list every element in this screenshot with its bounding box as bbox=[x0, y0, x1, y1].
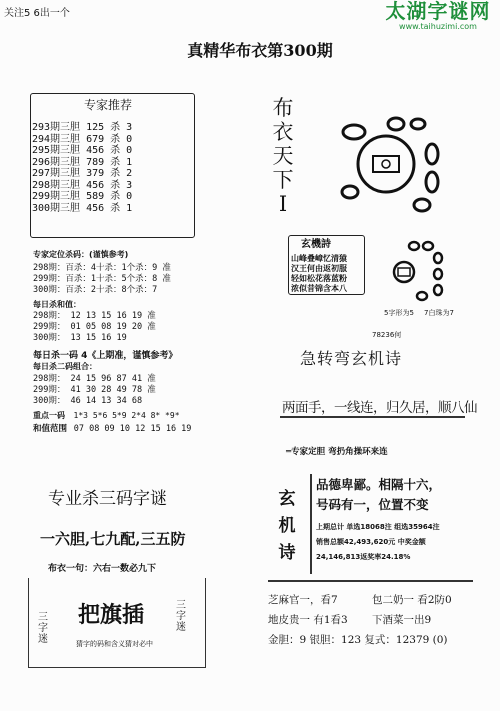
pro-kill-line: 一六胆,七九配,三五防 bbox=[40, 530, 186, 548]
key-one-label: 重点一码 bbox=[33, 411, 65, 420]
bottom-row1b: 包二奶一 看2防0 bbox=[372, 594, 452, 606]
bottom-row2a: 地皮贵一 有1看3 bbox=[268, 614, 348, 626]
xuanji-line: 轻如松花落蓝粉 bbox=[291, 274, 347, 283]
xuanji-line: 汉王何由返初服 bbox=[291, 264, 347, 273]
sum-range-label: 和值范围 bbox=[33, 424, 68, 434]
xuan-poem-stat3: 24,146,813返奖率24.18% bbox=[316, 553, 411, 561]
expert-kill-row: 299期：百杀：1十杀：5个杀：8 准 bbox=[33, 274, 171, 284]
expert-row: 298期三胆 456 杀 3 bbox=[32, 179, 133, 191]
xuanji-line: 浓似昔锦含本八 bbox=[291, 284, 347, 293]
xuanji-title: 玄機詩 bbox=[301, 239, 331, 250]
site-logo[interactable] bbox=[378, 0, 498, 34]
xuan-poem-stat1: 上期总计 单选18068注 组选35964注 bbox=[316, 523, 440, 531]
xuan-poem-char: 玄 bbox=[278, 489, 296, 509]
expert-banner: ═专家定胆 弯扔角操环来连 bbox=[286, 447, 388, 457]
expert-row: 297期三胆 379 杀 2 bbox=[32, 168, 133, 179]
key-one-values: 1*3 5*6 5*9 2*4 8* *9* bbox=[73, 411, 180, 420]
bottom-row1a: 芝麻官一，看7 bbox=[268, 594, 338, 606]
xuanji-note1: 5字形为5 bbox=[384, 309, 414, 317]
cloth-char: 天 bbox=[272, 144, 294, 168]
urgent-line: 两面手，一线连，归久居，顺八仙 bbox=[282, 400, 477, 416]
daily-kill-row: 299期： 01 05 08 19 20 准 bbox=[33, 322, 156, 332]
xuanji-line: 山峰叠嶂忆清猿 bbox=[291, 254, 347, 263]
bottom-row3: 金胆：9 银胆：123 复式：12379 (0) bbox=[268, 634, 448, 646]
daily-one-subtitle: 每日杀二码组合： bbox=[33, 362, 97, 371]
xuan-poem-char: 诗 bbox=[278, 543, 296, 563]
follow-note: 关注5 6出一个 bbox=[4, 8, 70, 19]
expert-kill-row: 298期：百杀：4十杀：1个杀：9 准 bbox=[33, 263, 171, 273]
expert-box-title: 专家推荐 bbox=[84, 98, 133, 112]
flag-riddle-note: 猜字的码和含义猜对必中 bbox=[76, 640, 153, 648]
xuanji-num: 78236何 bbox=[372, 331, 402, 339]
daily-one-row: 300期： 46 14 13 34 68 bbox=[33, 396, 143, 406]
expert-row: 295期三胆 456 杀 0 bbox=[32, 145, 133, 156]
expert-kill-rows bbox=[33, 263, 171, 296]
daily-one-title: 每日杀一码 4《上期准，谨慎参考》 bbox=[33, 351, 178, 361]
xuan-poem-char: 机 bbox=[278, 516, 296, 536]
bead-ring-illustration bbox=[392, 240, 450, 302]
daily-one-row: 299期： 41 30 28 49 78 准 bbox=[33, 385, 156, 395]
xuan-poem-line1: 品德卑鄙。相隔十六， bbox=[316, 477, 442, 492]
expert-kill-row: 300期：百杀：2十杀：8个杀：7 bbox=[33, 285, 158, 295]
cloth-char: 布 bbox=[272, 96, 294, 120]
main-title: 真精华布衣第300期 bbox=[187, 41, 333, 60]
expert-row: 296期三胆 789 杀 1 bbox=[32, 156, 133, 168]
flag-riddle-left: 三字迷 bbox=[38, 612, 48, 645]
flag-riddle-right: 三字迷 bbox=[176, 600, 186, 633]
cloth-char: 下 bbox=[272, 168, 294, 192]
daily-one-row: 298期： 24 15 96 87 41 准 bbox=[33, 374, 156, 384]
expert-row: 294期三胆 679 杀 0 bbox=[32, 133, 133, 145]
xuanji-note2: 7白珠为7 bbox=[424, 309, 454, 317]
expert-row: 300期三胆 456 杀 1 bbox=[32, 202, 133, 214]
bottom-row2b: 下酒菜一出9 bbox=[372, 614, 432, 626]
xuan-poem-line2: 号码有一，位置不变 bbox=[316, 497, 429, 512]
daily-kill-row: 300期： 13 15 16 19 bbox=[33, 333, 127, 343]
daily-one-rows bbox=[33, 374, 156, 407]
urgent-title: 急转弯玄机诗 bbox=[300, 349, 403, 368]
sum-range-line bbox=[33, 422, 191, 434]
expert-row: 299期三胆 589 杀 0 bbox=[32, 191, 133, 202]
pro-kill-sentence: 布衣一句：六右一数必九下 bbox=[48, 564, 157, 574]
expert-kill-title: 专家定位杀码：(谨慎参考) bbox=[33, 250, 129, 259]
expert-row: 293期三胆 125 杀 3 bbox=[32, 122, 133, 133]
pro-kill-title: 专业杀三码字谜 bbox=[48, 489, 167, 509]
expert-rows bbox=[32, 122, 132, 214]
bottom-top-rule bbox=[268, 580, 473, 582]
xuan-poem-chars bbox=[277, 486, 297, 567]
flag-riddle-center: 把旗插 bbox=[78, 602, 145, 628]
urgent-underline bbox=[280, 416, 465, 418]
cloth-char: I bbox=[278, 192, 288, 216]
daily-kill-rows bbox=[33, 311, 156, 344]
xuan-poem-divider bbox=[310, 474, 312, 574]
xuanji-lines bbox=[291, 254, 347, 294]
daily-kill-title: 每日杀和值： bbox=[33, 300, 81, 309]
cloth-char: 衣 bbox=[272, 120, 294, 144]
xuan-poem-stat2: 销售总额42,493,620元 中奖金额 bbox=[316, 538, 426, 546]
daily-kill-row: 298期： 12 13 15 16 19 准 bbox=[33, 311, 156, 321]
logo-title: 太湖字谜网 bbox=[385, 0, 491, 23]
key-one-line bbox=[33, 410, 180, 421]
logo-url: www.taihuzimi.com bbox=[399, 22, 477, 31]
cloth-title bbox=[270, 96, 296, 216]
coin-beads-illustration bbox=[330, 110, 450, 215]
sum-range-values: 07 08 09 10 12 15 16 19 bbox=[73, 424, 192, 434]
